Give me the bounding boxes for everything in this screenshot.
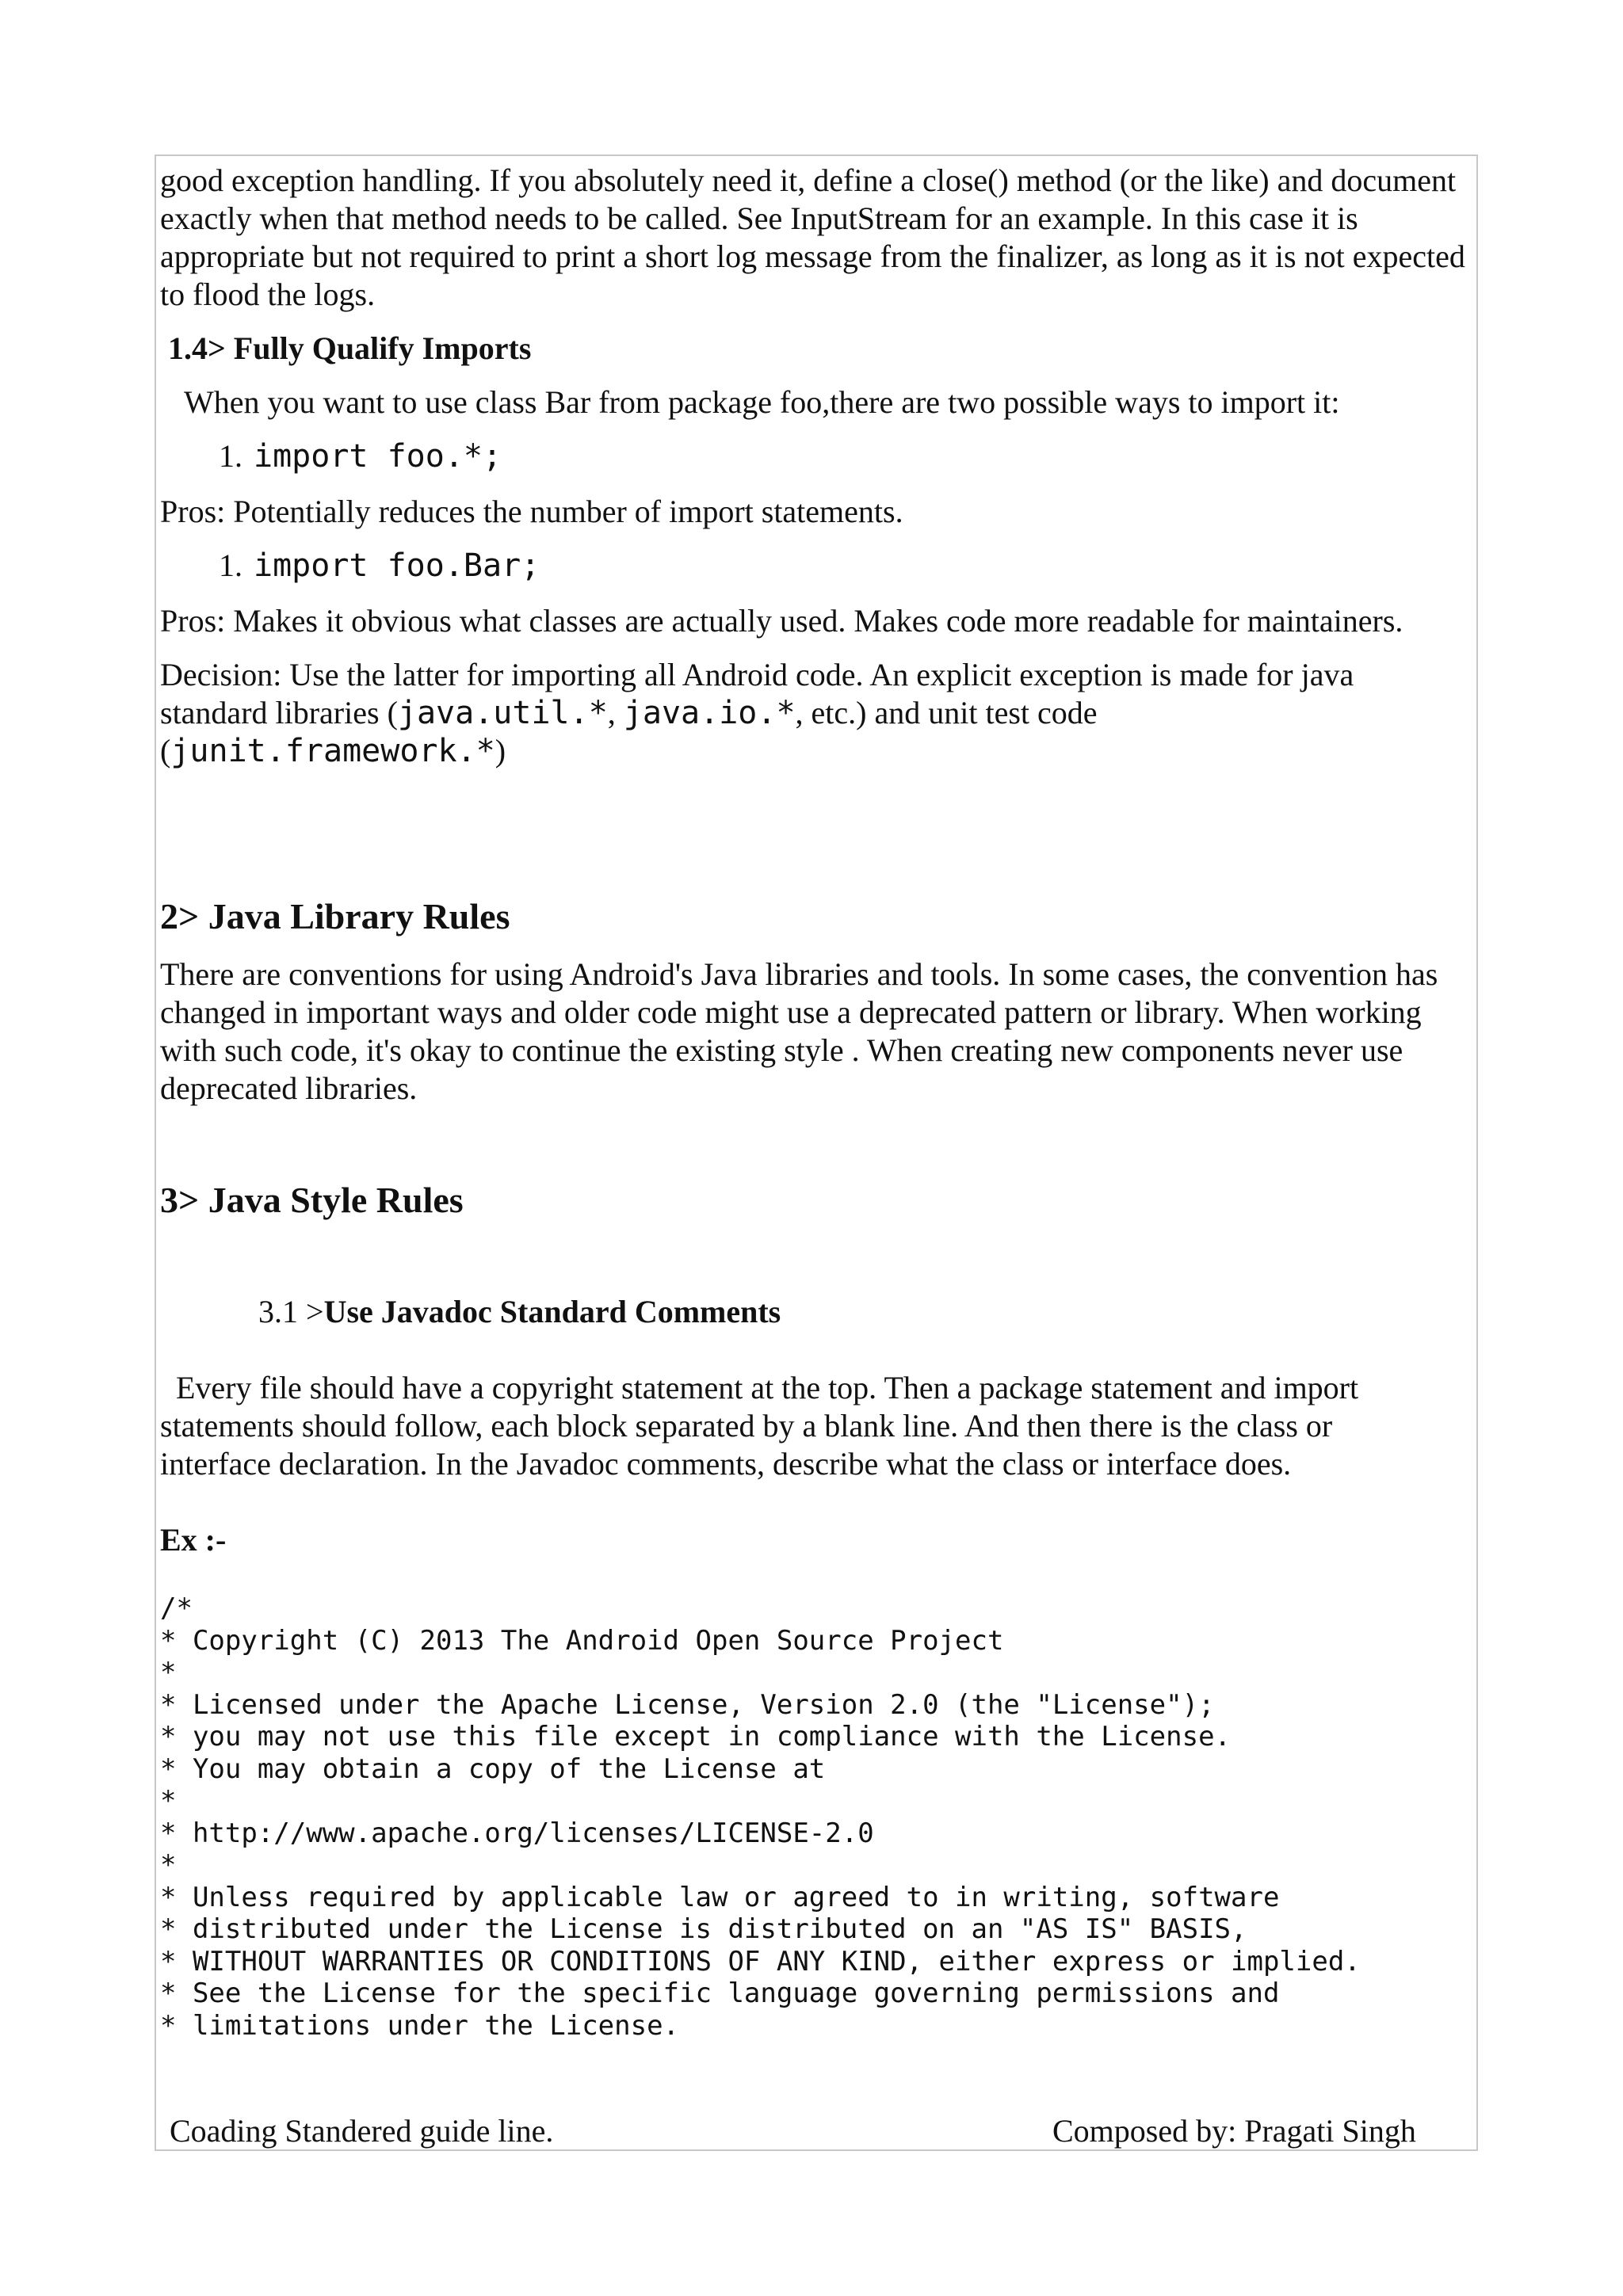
list-number: 1. (219, 547, 242, 583)
decision-text-a: Decision: Use the latter for importing all Android code. An explicit exception is made for java standard libraries ( (160, 657, 1354, 730)
pros-wildcard: Pros: Potentially reduces the number of import statements. (160, 494, 903, 529)
paragraph-intro: good exception handling. If you absolutely need it, define a close() method (or the like) and document exactly when that method needs to be called. See InputStream for an example. In this case it is appropriate but not required to print a short log message from the finalizer, as long as it is not expected to flood the logs. (160, 162, 1465, 312)
decision-code-java-io: java.io.* (623, 695, 796, 731)
list-number: 1. (219, 438, 242, 474)
import-code-wildcard: import foo.*; (254, 438, 502, 475)
style-rules-text: Every file should have a copyright statement at the top. Then a package statement and import statements should follow, each block separated by a blank line. And then there is the class or interface declaration. In the Javadoc comments, describe what the class or interface does. (160, 1370, 1359, 1482)
import-code-explicit: import foo.Bar; (254, 547, 540, 584)
example-label: Ex :- (160, 1522, 227, 1558)
import-item-2 (219, 547, 540, 584)
heading-section-2: 2> Java Library Rules (160, 896, 510, 936)
footer-right: Composed by: Pragati Singh (1052, 2113, 1416, 2149)
imports-intro: When you want to use class Bar from package foo,there are two possible ways to import it: (184, 384, 1340, 420)
subheading-prefix: 3.1 > (258, 1294, 324, 1329)
license-code-block: /* * Copyright (C) 2013 The Android Open Source Project * * Licensed under the Apache License, Version 2.0 (the "License"); * you may not use this file except in compliance with the License. * You may obtain a copy of the License at * * http://www.apache.org/licenses/LICENSE-2.0 * * Unless required by applicable law or agreed to in writing, software * distributed under the License is distributed on an "AS IS" BASIS, * WITHOUT WARRANTIES OR CONDITIONS OF ANY KIND, either express or implied. * See the License for the specific language governing permissions and * limitations under the License. (160, 1592, 1361, 2042)
decision-code-java-util: java.util.* (397, 695, 608, 731)
decision-text-c: ) (495, 733, 506, 769)
subheading-3-1 (258, 1293, 781, 1331)
library-rules-text: There are conventions for using Android's Java libraries and tools. In some cases, the convention has changed in important ways and older code might use a deprecated pattern or library. When working with such code, it's okay to continue the existing style . When creating new components never use deprecated libraries. (160, 956, 1438, 1106)
decision-paragraph (160, 656, 1412, 770)
decision-sep: , (607, 695, 624, 730)
pros-explicit: Pros: Makes it obvious what classes are actually used. Makes code more readable for maintainers. (160, 603, 1403, 639)
decision-code-junit: junit.framework.* (170, 733, 495, 769)
decision-text-b: , etc.) and unit test code ( (160, 695, 1098, 769)
heading-1-4: 1.4> Fully Qualify Imports (168, 330, 532, 366)
heading-section-3: 3> Java Style Rules (160, 1180, 464, 1220)
import-item-1 (219, 437, 502, 475)
subheading-title: Use Javadoc Standard Comments (323, 1294, 781, 1329)
footer-left: Coading Standered guide line. (170, 2113, 554, 2149)
